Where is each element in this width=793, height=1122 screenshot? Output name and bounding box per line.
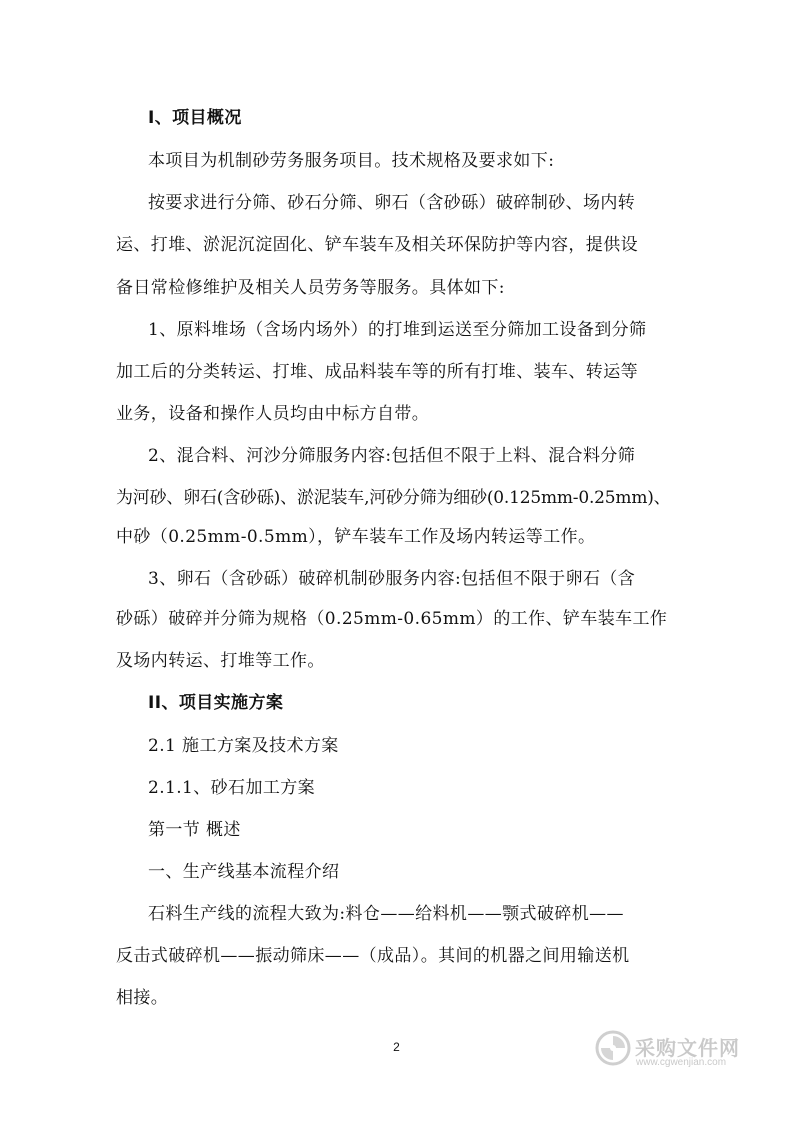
watermark <box>595 1026 785 1076</box>
heading-project-overview: I、项目概况 <box>148 108 242 128</box>
para3-line3: 中砂（0.25mm-0.5mm），铲车装车工作及场内转运等工作。 <box>116 527 596 547</box>
subheading-construction-plan: 2.1 施工方案及技术方案 <box>148 736 339 756</box>
para3-line1: 2、混合料、河沙分筛服务内容:包括但不限于上料、混合料分筛 <box>148 446 636 466</box>
page-number: 2 <box>393 1040 400 1054</box>
para5-line2: 反击式破碎机——振动筛床——（成品）。其间的机器之间用输送机 <box>116 946 630 966</box>
subheading-process-intro: 一、生产线基本流程介绍 <box>148 862 340 882</box>
intro-line: 本项目为机制砂劳务服务项目。技术规格及要求如下: <box>148 151 555 171</box>
para4-line1: 3、卵石（含砂砾）破碎机制砂服务内容:包括但不限于卵石（含 <box>148 569 636 589</box>
watermark-text: 采购文件网 <box>635 1036 740 1060</box>
para2-line1: 1、原料堆场（含场内场外）的打堆到运送至分筛加工设备到分筛 <box>148 320 647 340</box>
watermark-url: www.cgwenjian.com <box>636 1057 727 1068</box>
para1-line3: 备日常检修维护及相关人员劳务等服务。具体如下: <box>116 278 505 298</box>
para1-line1: 按要求进行分筛、砂石分筛、卵石（含砂砾）破碎制砂、场内转 <box>148 193 636 213</box>
subheading-overview: 第一节 概述 <box>148 820 241 840</box>
fan-logo-icon <box>595 1030 631 1066</box>
subheading-sand-processing: 2.1.1、砂石加工方案 <box>148 778 316 798</box>
para5-line3: 相接。 <box>116 988 169 1008</box>
para5-line1: 石料生产线的流程大致为:料仓——给料机——颚式破碎机—— <box>148 904 624 924</box>
para4-line2: 砂砾）破碎并分筛为规格（0.25mm-0.65mm）的工作、铲车装车工作 <box>116 609 668 629</box>
heading-implementation-plan: II、项目实施方案 <box>148 693 284 713</box>
para2-line2: 加工后的分类转运、打堆、成品料装车等的所有打堆、装车、转运等 <box>116 362 638 382</box>
para1-line2: 运、打堆、淤泥沉淀固化、铲车装车及相关环保防护等内容，提供设 <box>116 235 638 255</box>
para4-line3: 及场内转运、打堆等工作。 <box>116 651 325 671</box>
para2-line3: 业务，设备和操作人员均由中标方自带。 <box>116 404 430 424</box>
para3-line2: 为河砂、卵石(含砂砾)、淤泥装车,河砂分筛为细砂(0.125mm-0.25mm)、 <box>116 488 671 508</box>
